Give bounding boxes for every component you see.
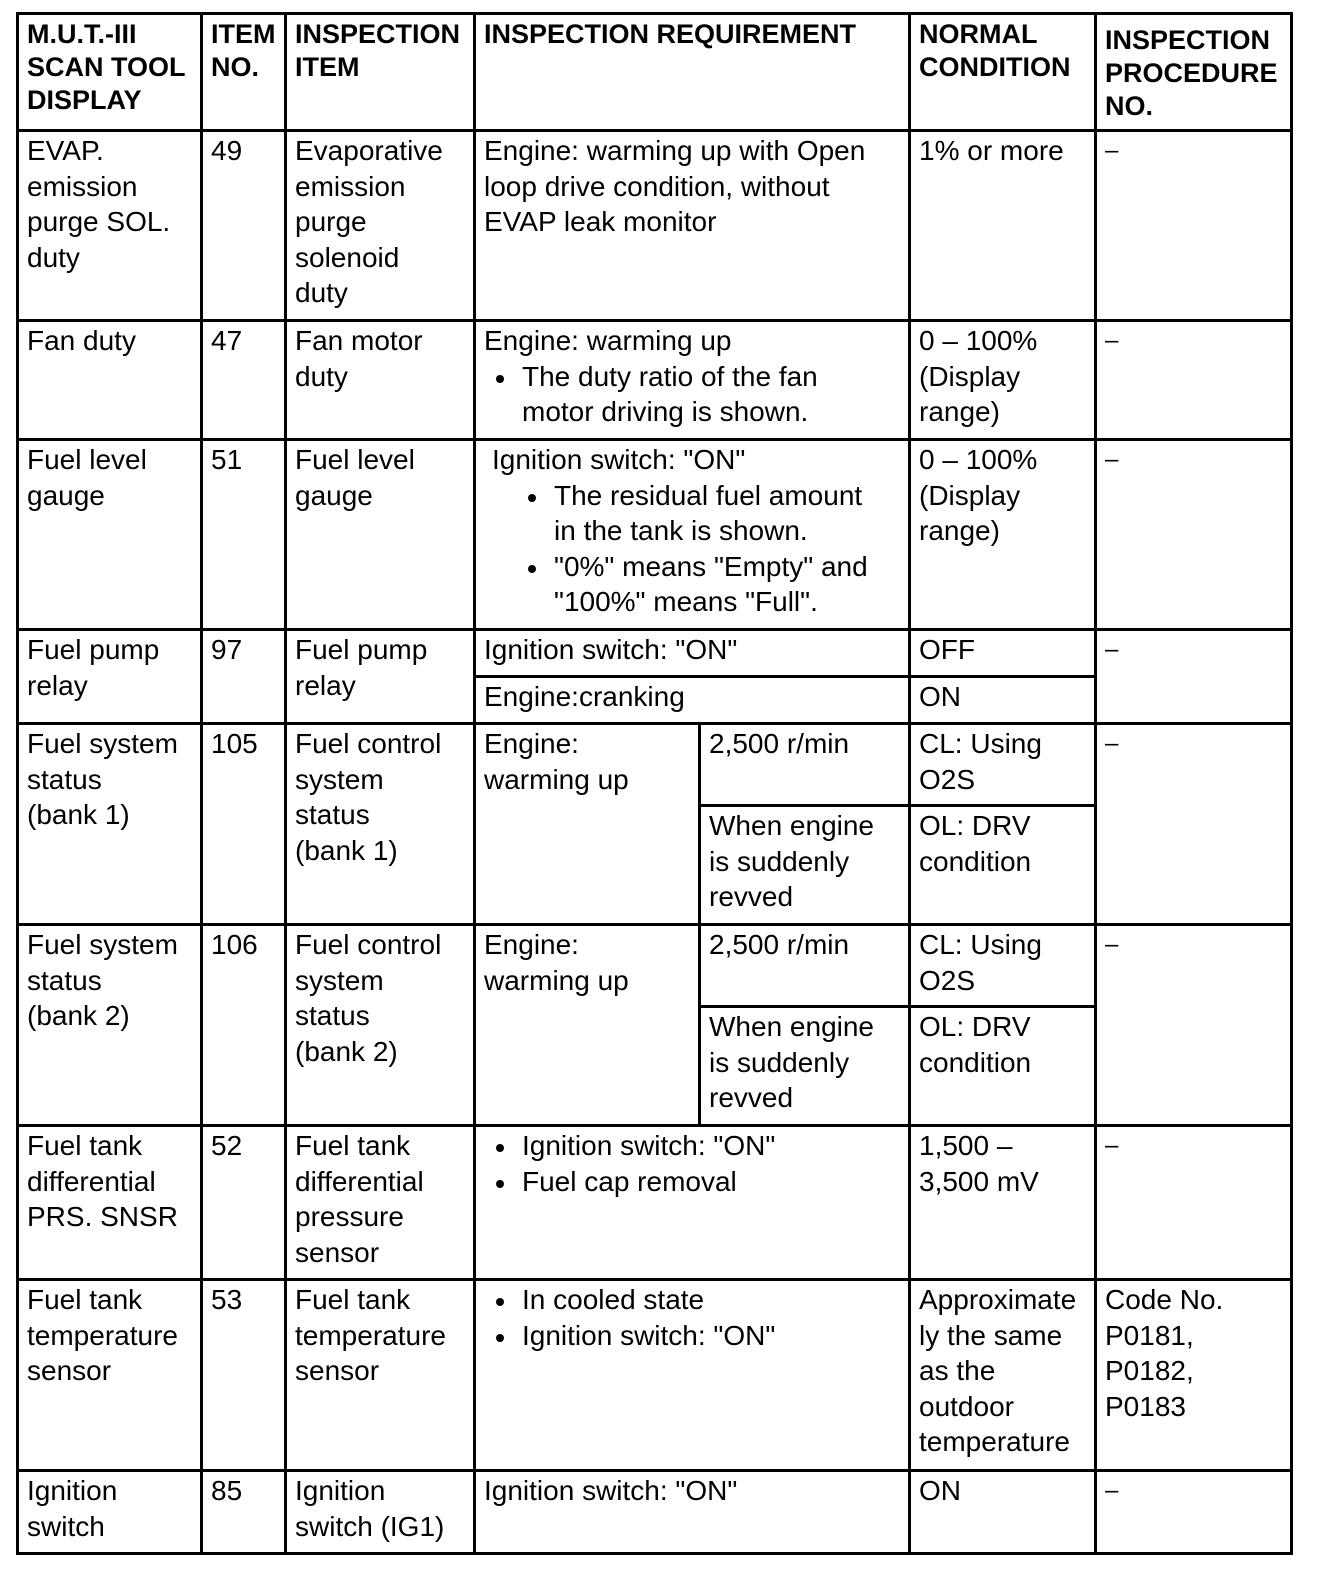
cell-inspection-item: Fan motor duty <box>286 321 475 440</box>
table-row <box>18 1280 1292 1471</box>
cell-display: Fuel pump relay <box>18 630 202 724</box>
bullet-item: Ignition switch: "ON" <box>522 1318 902 1354</box>
cell-condition: 2,500 r/min <box>700 724 910 806</box>
bullet-item: "0%" means "Empty" and "100%" means "Full". <box>554 549 902 620</box>
cell-procedure-no: Code No. P0181, P0182, P0183 <box>1096 1280 1292 1471</box>
cell-inspection-item: Evaporative emission purge solenoid duty <box>286 131 475 321</box>
bullet-item: Ignition switch: "ON" <box>522 1128 902 1164</box>
cell-procedure-no: – <box>1096 630 1292 724</box>
bullet-item: The duty ratio of the fan motor driving is shown. <box>522 359 902 430</box>
cell-item-no: 105 <box>202 724 286 925</box>
header-row <box>18 14 1292 131</box>
cell-inspection-item: Fuel tank temperature sensor <box>286 1280 475 1471</box>
cell-normal-condition: CL: Using O2S <box>910 724 1096 806</box>
header-normal-condition: NORMAL CONDITION <box>910 14 1096 131</box>
header-item-no: ITEM NO. <box>202 14 286 131</box>
table-row <box>18 630 1292 677</box>
header-procedure-no: INSPECTION PROCEDURE NO. <box>1096 14 1292 131</box>
cell-requirement: Engine: warming up with Open loop drive condition, without EVAP leak monitor <box>475 131 910 321</box>
cell-procedure-no: – <box>1096 321 1292 440</box>
cell-requirement <box>475 1280 910 1471</box>
table-row <box>18 925 1292 1007</box>
cell-normal-condition: 1,500 – 3,500 mV <box>910 1126 1096 1280</box>
cell-item-no: 106 <box>202 925 286 1126</box>
cell-item-no: 85 <box>202 1471 286 1554</box>
cell-display: Fuel level gauge <box>18 440 202 630</box>
cell-item-no: 53 <box>202 1280 286 1471</box>
header-inspection-item: INSPECTION ITEM <box>286 14 475 131</box>
cell-normal-condition: ON <box>910 677 1096 724</box>
cell-procedure-no: – <box>1096 1126 1292 1280</box>
cell-procedure-no: – <box>1096 440 1292 630</box>
cell-inspection-item: Fuel control system status (bank 1) <box>286 724 475 925</box>
cell-normal-condition: 1% or more <box>910 131 1096 321</box>
cell-inspection-item: Fuel control system status (bank 2) <box>286 925 475 1126</box>
bullet-item: In cooled state <box>522 1282 902 1318</box>
cell-normal-condition: ON <box>910 1471 1096 1554</box>
requirement-bullets <box>484 1282 902 1353</box>
table-row <box>18 440 1292 630</box>
cell-item-no: 52 <box>202 1126 286 1280</box>
cell-procedure-no: – <box>1096 724 1292 925</box>
cell-requirement <box>475 1126 910 1280</box>
requirement-bullets <box>484 359 902 430</box>
requirement-line: Ignition switch: "ON" <box>492 444 746 475</box>
cell-item-no: 97 <box>202 630 286 724</box>
cell-requirement <box>475 321 910 440</box>
cell-procedure-no: – <box>1096 925 1292 1126</box>
table-row <box>18 1471 1292 1554</box>
cell-item-no: 51 <box>202 440 286 630</box>
cell-condition: 2,500 r/min <box>700 925 910 1007</box>
cell-condition: When engine is suddenly revved <box>700 1007 910 1126</box>
cell-normal-condition: 0 – 100% (Display range) <box>910 440 1096 630</box>
bullet-item: Fuel cap removal <box>522 1164 902 1200</box>
cell-requirement: Engine: warming up <box>475 925 700 1126</box>
cell-normal-condition: 0 – 100% (Display range) <box>910 321 1096 440</box>
table-row <box>18 1126 1292 1280</box>
bullet-item: The residual fuel amount in the tank is shown. <box>554 478 902 549</box>
cell-inspection-item: Fuel pump relay <box>286 630 475 724</box>
cell-display: Fan duty <box>18 321 202 440</box>
cell-requirement: Ignition switch: "ON" <box>475 1471 910 1554</box>
requirement-bullets <box>484 1128 902 1199</box>
cell-normal-condition: OFF <box>910 630 1096 677</box>
cell-display: Fuel system status (bank 2) <box>18 925 202 1126</box>
cell-item-no: 47 <box>202 321 286 440</box>
cell-inspection-item: Fuel level gauge <box>286 440 475 630</box>
cell-normal-condition: CL: Using O2S <box>910 925 1096 1007</box>
cell-display: Fuel system status (bank 1) <box>18 724 202 925</box>
cell-display: Ignition switch <box>18 1471 202 1554</box>
cell-inspection-item: Fuel tank differential pressure sensor <box>286 1126 475 1280</box>
header-display: M.U.T.-III SCAN TOOL DISPLAY <box>18 14 202 131</box>
cell-item-no: 49 <box>202 131 286 321</box>
requirement-line: Engine: warming up <box>484 325 732 356</box>
cell-requirement: Engine: warming up <box>475 724 700 925</box>
cell-requirement <box>475 440 910 630</box>
cell-requirement: Engine:cranking <box>475 677 910 724</box>
cell-inspection-item: Ignition switch (IG1) <box>286 1471 475 1554</box>
cell-normal-condition: Approximate ly the same as the outdoor temperature <box>910 1280 1096 1471</box>
cell-normal-condition: OL: DRV condition <box>910 806 1096 925</box>
header-requirement: INSPECTION REQUIREMENT <box>475 14 910 131</box>
cell-procedure-no: – <box>1096 131 1292 321</box>
cell-requirement: Ignition switch: "ON" <box>475 630 910 677</box>
cell-condition: When engine is suddenly revved <box>700 806 910 925</box>
table-row <box>18 724 1292 806</box>
cell-display: Fuel tank differential PRS. SNSR <box>18 1126 202 1280</box>
cell-display: Fuel tank temperature sensor <box>18 1280 202 1471</box>
table-row <box>18 321 1292 440</box>
cell-normal-condition: OL: DRV condition <box>910 1007 1096 1126</box>
inspection-table <box>16 12 1293 1555</box>
cell-procedure-no: – <box>1096 1471 1292 1554</box>
table-row <box>18 131 1292 321</box>
requirement-bullets <box>484 478 902 620</box>
cell-display: EVAP. emission purge SOL. duty <box>18 131 202 321</box>
